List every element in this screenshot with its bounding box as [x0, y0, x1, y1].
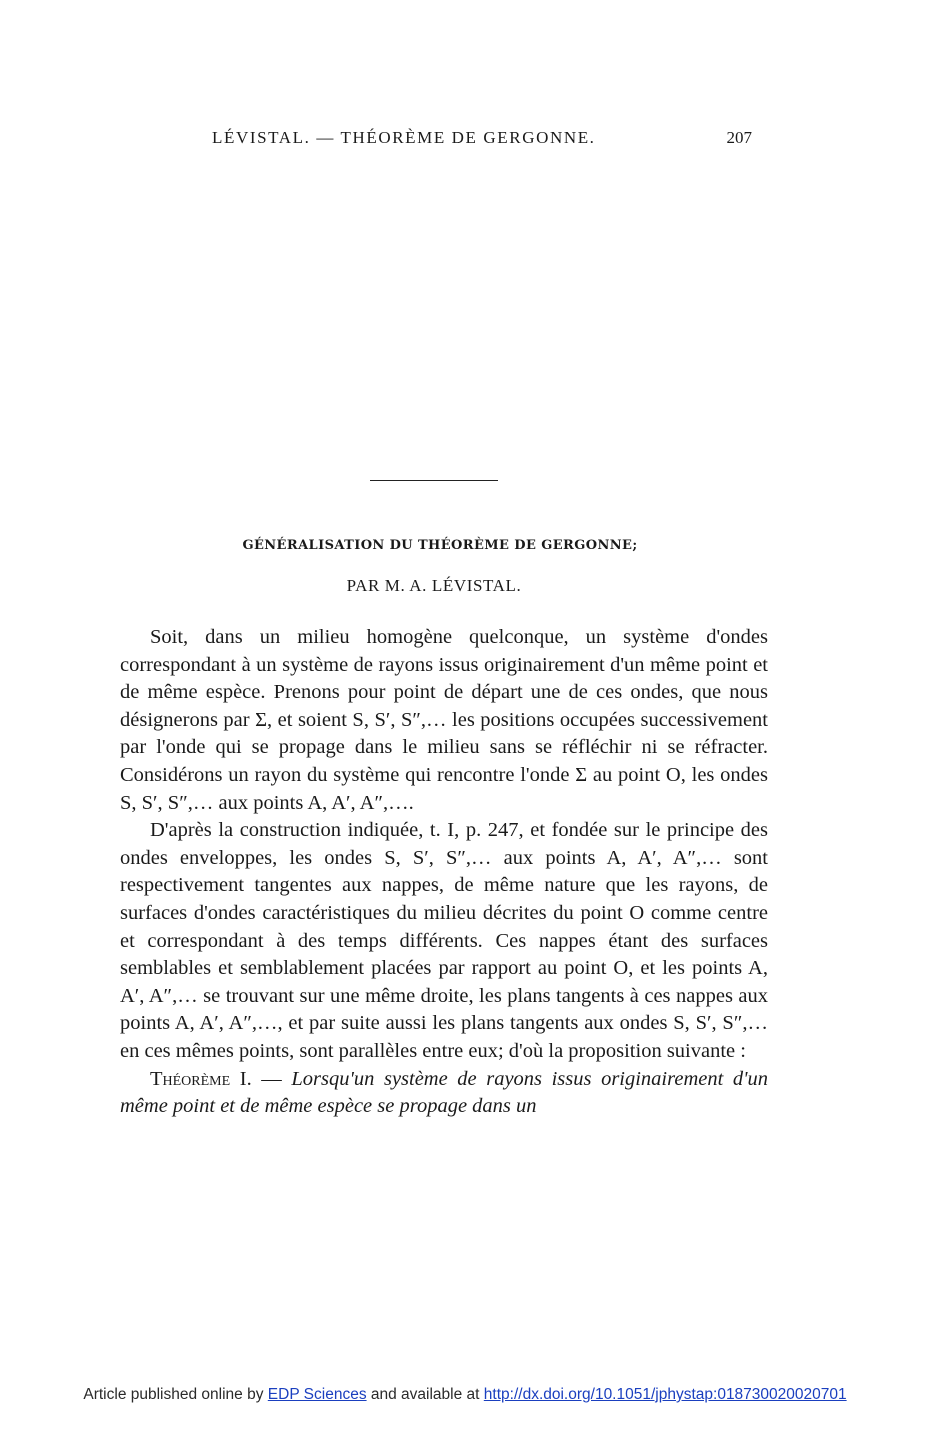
doi-link[interactable]: http://dx.doi.org/10.1051/jphystap:018730020020701 — [483, 1386, 847, 1403]
theorem-paragraph — [120, 1066, 768, 1121]
article-body — [120, 624, 768, 1121]
publisher-link[interactable]: EDP Sciences — [267, 1386, 367, 1403]
theorem-label: Théorème I. — — [150, 1067, 282, 1090]
section-divider — [370, 480, 498, 481]
running-title: LÉVISTAL. — THÉORÈME DE GERGONNE. — [212, 128, 596, 147]
publication-footer — [0, 1386, 930, 1404]
article-title: GÉNÉRALISATION DU THÉORÈME DE GERGONNE; — [242, 538, 638, 553]
paragraph-2: D'après la construction indiquée, t. I, p. 247, et fondée sur le principe des ondes enveloppes, les ondes S, S′, S″,… aux points A, A′, A″,… sont respectivement tangentes aux nappes, de même nature que les rayons, de surfaces d'ondes caractéristiques du milieu décrites du point O comme centre et correspondant à des temps différents. Ces nappes étant des surfaces semblables et semblablement placées par rapport au point O, et les points A, A′, A″,… se trouvant sur une même droite, les plans tangents à ces nappes aux points A, A′, A″,…, et par suite aussi les plans tangents aux ondes S, S′, S″,… en ces mêmes points, sont parallèles entre eux; d'où la proposition suivante : — [120, 819, 768, 1062]
footer-middle: and available at — [370, 1386, 480, 1403]
footer-prefix: Article published online by — [83, 1386, 264, 1403]
theorem-text: Lorsqu'un système de rayons issus originairement d'un même point et de même espèce se propage dans un — [120, 1067, 769, 1118]
article-byline: PAR M. A. LÉVISTAL. — [346, 576, 522, 595]
page-number: 207 — [726, 128, 752, 147]
paragraph-1: Soit, dans un milieu homogène quelconque, un système d'ondes correspondant à un système de rayons issus originairement d'un même point et de même espèce. Prenons pour point de départ une de ces ondes, que nous désignerons par Σ, et soient S, S′, S″,… les positions occupées successivement par l'onde qui se propage dans le milieu sans se réfléchir ni se réfracter. Considérons un rayon du système qui rencontre l'onde Σ au point O, les ondes S, S′, S″,… aux points A, A′, A″,…. — [120, 626, 768, 814]
